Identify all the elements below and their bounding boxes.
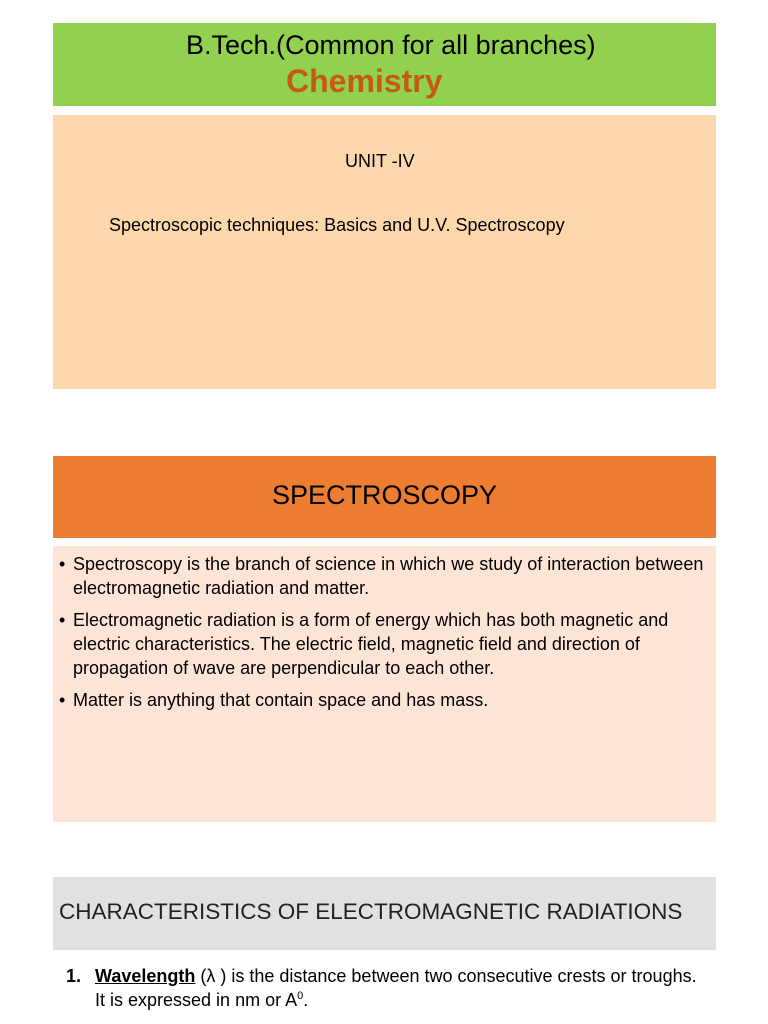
item-text-end: .	[303, 990, 309, 1010]
item-text: (λ ) is the distance between two consecutive crests or troughs. It is expressed in nm or A	[95, 966, 697, 1010]
item-superscript: 0	[297, 990, 304, 1002]
characteristics-heading: CHARACTERISTICS OF ELECTROMAGNETIC RADIATIONS	[59, 899, 683, 924]
item-term: Wavelength	[95, 966, 196, 986]
bullet-item: • Electromagnetic radiation is a form of energy which has both magnetic and electric characteristics. The electric field, magnetic field and direction of propagation of wave are perpendicular to each other.	[59, 608, 708, 680]
spectroscopy-heading: SPECTROSCOPY	[271, 480, 498, 510]
item-number: 1.	[66, 966, 82, 986]
title-banner	[53, 23, 716, 106]
bullet-item: • Matter is anything that contain space and has mass.	[59, 688, 708, 712]
course-title: B.Tech.(Common for all branches)	[186, 30, 596, 60]
unit-label: UNIT -IV	[345, 151, 415, 171]
subject-title: Chemistry	[286, 63, 443, 99]
spectroscopy-heading-banner	[53, 456, 716, 538]
unit-topic: Spectroscopic techniques: Basics and U.V. Spectroscopy	[109, 215, 565, 235]
numbered-item	[66, 964, 706, 1012]
bullet-item: • Spectroscopy is the branch of science in which we study of interaction between electromagnetic radiation and matter.	[59, 552, 708, 600]
bullet-list	[59, 552, 708, 712]
item-body	[66, 964, 706, 1012]
spectroscopy-bullets-box	[53, 546, 716, 822]
characteristics-heading-banner	[53, 877, 716, 950]
unit-box	[53, 115, 716, 389]
